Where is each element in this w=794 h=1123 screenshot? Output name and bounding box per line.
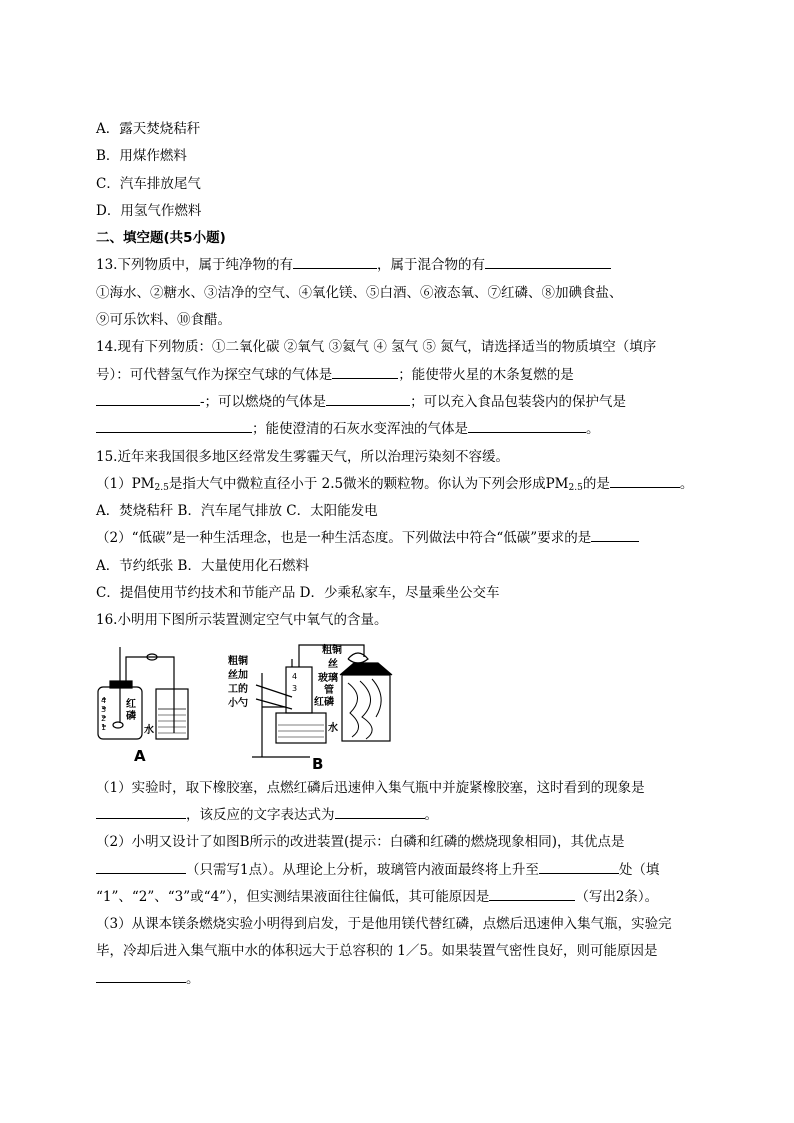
- q16-p1-text-a: ，该反应的文字表达式为: [186, 806, 335, 823]
- q14-blank-5[interactable]: [468, 417, 586, 433]
- section-title: 二、填空题(共5小题): [96, 230, 226, 247]
- q15-p1-b: 是指大气中微粒直径小于 2.5微米的颗粒物。你认为下列会形成PM: [168, 475, 569, 492]
- q14-blank-4[interactable]: [96, 417, 252, 433]
- water-trough-b: [276, 713, 326, 743]
- q14-text-2b: ；能使带火星的木条复燃的是: [398, 366, 574, 383]
- red-phosphorus-label-a1: 红: [126, 698, 136, 710]
- q14-text-4a: ；能使澄清的石灰水变浑浊的气体是: [252, 421, 468, 438]
- scale-1-a: 1: [101, 722, 107, 732]
- q16-blank-1[interactable]: [96, 803, 186, 819]
- beaker-a: [156, 689, 188, 739]
- red-phosphorus-label-b: 红磷: [314, 696, 334, 708]
- q16-blank-3[interactable]: [96, 858, 186, 874]
- q15-p1-sub: 2.5: [154, 482, 169, 493]
- q16-blank-2[interactable]: [335, 803, 425, 819]
- alcohol-lamp-b: [348, 653, 368, 663]
- q16-p2-text-d: （写出2条）。: [575, 888, 659, 905]
- option-d: D．用氢气作燃料: [96, 202, 202, 219]
- q14-text-4b: 。: [586, 421, 600, 438]
- q16-p3-line3: [96, 966, 716, 993]
- copper-wire-label-1: 粗铜: [228, 655, 248, 667]
- copper-wire-label-r2: 丝: [328, 658, 338, 670]
- label-b: B: [312, 754, 324, 769]
- q14-line2: [96, 362, 716, 389]
- q14-line3: [96, 389, 716, 416]
- q15-blank-1[interactable]: [610, 472, 680, 488]
- q13-line3: ⑨可乐饮料、⑩食醋。: [96, 312, 231, 329]
- q13-line1: [96, 252, 716, 279]
- q15-p2-text: （2）“低碳”是一种生活理念，也是一种生活态度。下列做法中符合“低碳”要求的是: [96, 530, 592, 547]
- q14-blank-2[interactable]: [96, 390, 200, 406]
- q14-text-3a: -；可以燃烧的气体是: [200, 393, 327, 410]
- q16-p2-text-b: 处（填: [618, 861, 660, 878]
- q14-text-2a: 号）：可代替氢气作为探空气球的气体是: [96, 366, 333, 383]
- q16-p2-line3: [96, 884, 716, 911]
- red-phosphorus-label-a2: 磷: [126, 710, 136, 722]
- glass-tube-b: [286, 667, 312, 713]
- q15-p1: [96, 471, 716, 498]
- wood-block-b: [342, 675, 390, 741]
- rubber-stopper-a: [110, 681, 132, 688]
- connecting-tube-a: [126, 657, 174, 689]
- q14-line1: 14.现有下列物质：①二氧化碳 ②氧气 ③氦气 ④ 氢气 ⑤ 氮气，请选择适当的物质填空（填序: [96, 339, 657, 356]
- q13-text-a: 13.下列物质中，属于纯净物的有: [96, 257, 293, 274]
- scale-4-a: 4: [101, 695, 107, 705]
- q13-line2: ①海水、②糖水、③洁净的空气、④氧化镁、⑤白酒、⑥液态氧、⑦红磷、⑧加碘食盐、: [96, 284, 623, 301]
- water-label-b: 水: [328, 722, 338, 734]
- q15-p1-end: 。: [679, 475, 694, 492]
- option-b: B．用煤作燃料: [96, 148, 187, 165]
- q16-p1-line2: [96, 802, 716, 829]
- apparatus-figure: [96, 637, 716, 769]
- copper-wire-label-3: 工的: [228, 683, 248, 695]
- q15-p1-c: 的是: [582, 475, 610, 492]
- q15-line1: 15.近年来我国很多地区经常发生雾霾天气，所以治理污染刻不容缓。: [96, 448, 509, 465]
- q15-p1-sub2: 2.5: [568, 482, 583, 493]
- water-label-a: 水: [144, 724, 154, 736]
- q15-p1-options: A．焚烧秸秆 B．汽车尾气排放 C．太阳能发电: [96, 503, 378, 520]
- document-page: [96, 116, 716, 993]
- label-a: A: [134, 746, 146, 765]
- scale-4-b: 4: [292, 671, 298, 681]
- glass-tube-label-2: 管: [324, 684, 334, 696]
- q16-blank-4[interactable]: [539, 858, 619, 874]
- q16-p2-line2: [96, 857, 716, 884]
- copper-wire-label-4: 小勺: [228, 697, 248, 709]
- copper-wire-label-r1: 粗铜: [322, 644, 342, 656]
- q15-blank-2[interactable]: [591, 526, 639, 542]
- q14-blank-1[interactable]: [332, 363, 398, 379]
- q13-text-b: ，属于混合物的有: [376, 257, 485, 274]
- q14-text-3b: ；可以充入食品包装袋内的保护气是: [410, 393, 627, 410]
- q14-line4: [96, 416, 716, 443]
- glass-tube-label-1: 玻璃: [318, 672, 338, 684]
- q14-blank-3[interactable]: [326, 390, 410, 406]
- copper-wire-label-2: 丝加: [228, 669, 248, 681]
- q16-line1: 16.小明用下图所示装置测定空气中氧气的含量。: [96, 612, 388, 629]
- option-c: C．汽车排放尾气: [96, 175, 201, 192]
- q15-p2-options2: C．提倡使用节约技术和节能产品 D．少乘私家车，尽量乘坐公交车: [96, 585, 500, 602]
- q16-blank-6[interactable]: [96, 967, 186, 983]
- q16-p3-line1: （3）从课本镁条燃烧实验小明得到启发，于是他用镁代替红磷，点燃后迅速伸入集气瓶，实验完: [96, 916, 672, 933]
- apparatus-diagram: [96, 637, 436, 769]
- scale-3-a: 3: [101, 704, 107, 714]
- apparatus-a: [98, 647, 188, 739]
- option-a: A．露天焚烧秸秆: [96, 121, 201, 137]
- scale-3-b: 3: [292, 683, 298, 693]
- q15-p1-a: （1）PM: [96, 475, 155, 492]
- q13-blank-pure[interactable]: [293, 253, 377, 269]
- q16-p2-text-c: “1”、“2”、“3”或“4”），但实测结果液面往往偏低，其可能原因是: [96, 888, 490, 905]
- q15-p2: [96, 525, 716, 552]
- q16-p1-text-b: 。: [424, 806, 438, 823]
- q16-blank-5[interactable]: [489, 885, 575, 901]
- q15-p2-options1: A．节约纸张 B．大量使用化石燃料: [96, 557, 309, 574]
- scale-2-a: 2: [101, 713, 107, 723]
- q16-p3-text-end: 。: [186, 970, 200, 987]
- q16-p1-line1: （1）实验时，取下橡胶塞，点燃红磷后迅速伸入集气瓶中并旋紧橡胶塞，这时看到的现象是: [96, 779, 645, 796]
- q13-blank-mixture[interactable]: [485, 253, 611, 269]
- q16-p3-line2: 毕，冷却后进入集气瓶中水的体积远大于总容积的 1／5。如果装置气密性良好，则可能原因是: [96, 943, 658, 960]
- spoon-a: [113, 722, 123, 728]
- q16-p2-text-a: （只需写1点）。从理论上分析，玻璃管内液面最终将上升至: [186, 861, 539, 878]
- q16-p2-line1: （2）小明又设计了如图B所示的改进装置(提示：白磷和红磷的燃烧现象相同)，其优点是: [96, 834, 625, 851]
